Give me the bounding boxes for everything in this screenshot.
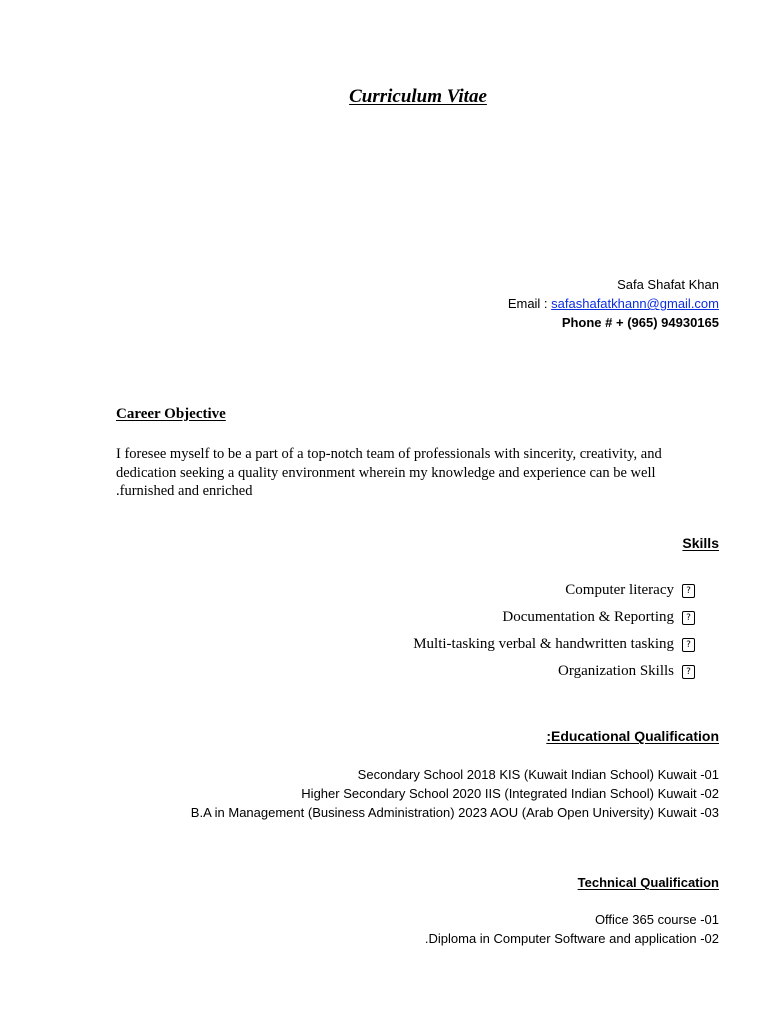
list-item: B.A in Management (Business Administration) 2023 AOU (Arab Open University) Kuwait -03 [190, 805, 719, 820]
contact-block [508, 275, 719, 332]
education-list [191, 765, 719, 822]
contact-email-line [508, 294, 719, 313]
list-item: Office 365 course -01 [594, 912, 719, 927]
skill-label: Multi-tasking verbal & handwritten tasking [413, 636, 674, 652]
checkbox-icon: ? [682, 611, 695, 625]
list-item: Higher Secondary School 2020 IIS (Integrated Indian School) Kuwait -02 [301, 786, 719, 801]
contact-phone: Phone # + (965) 94930165 [561, 315, 719, 330]
list-item: Secondary School 2018 KIS (Kuwait Indian School) Kuwait -01 [357, 767, 719, 782]
technical-heading: Technical Qualification [577, 875, 719, 890]
list-item: .Diploma in Computer Software and application -02 [424, 931, 719, 946]
skill-label: Computer literacy [565, 582, 674, 598]
career-objective-text: I foresee myself to be a part of a top-notch team of professionals with sincerity, creativity, and dedication seeking a quality environment wherein my knowledge and experience can be well .furnished and enriched [116, 446, 662, 499]
list-item [413, 658, 695, 685]
skills-heading: Skills [682, 535, 719, 551]
education-heading: :Educational Qualification [546, 728, 719, 744]
technical-list [425, 910, 719, 948]
document-title: Curriculum Vitae [349, 86, 487, 107]
career-objective-heading: Career Objective [116, 406, 226, 422]
list-item [413, 577, 695, 604]
skill-label: Documentation & Reporting [502, 609, 674, 625]
checkbox-icon: ? [682, 665, 695, 679]
email-link[interactable]: safashafatkhann@gmail.com [551, 296, 719, 311]
checkbox-icon: ? [682, 638, 695, 652]
list-item [413, 631, 695, 658]
email-label: Email : [507, 296, 552, 311]
skill-label: Organization Skills [558, 663, 674, 679]
checkbox-icon: ? [682, 584, 695, 598]
skills-list [413, 577, 695, 685]
contact-name: Safa Shafat Khan [617, 277, 719, 292]
list-item [413, 604, 695, 631]
